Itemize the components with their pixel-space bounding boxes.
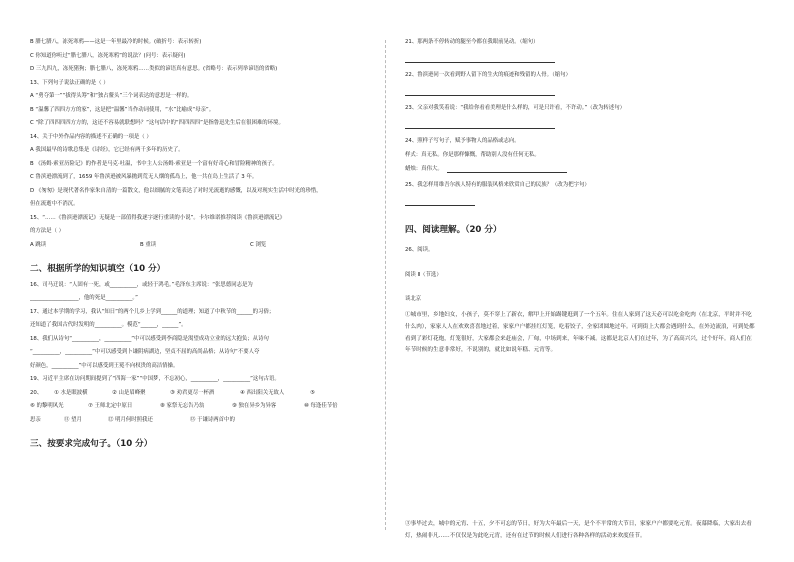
q16-line1: 16、司马迁说：“人固有一死，或__________，或轻于鸿毛。”毛泽东主席说：“张思德同志是为 [30,281,253,288]
q14-option-c: C 鲁滨逊漂流到了，1659 年鲁滨逊被风暴抛到荒无人烟的孤岛上，他一共在岛上生活了 3 年。 [30,174,258,180]
q15-choices [30,241,380,249]
q21-stem: 21、那两条不停转动的腿至今都在我眼前晃动。（缩句） [405,39,539,45]
q14-option-d-cont: 但在流逝中不消沉。 [30,201,79,207]
q20-item-10-cont: 思亲 [30,416,41,423]
right-column [405,38,755,542]
q13-option-a: A “勇夺第一”“拔得头筹”和“独占鳌头”三个词表达的意思是一样的。 [30,93,193,99]
q23-stem: 23、父亲对我笑着说：“我给你看看美理是什么样的，可是只许看，不许动。”（改为转述句） [405,105,625,111]
q20-item-4: ④ 西出阳关无故人 [240,389,285,396]
section2-title: 二、根据所学的知识填空（10 分） [30,263,166,274]
q19-line: 19、习近平主席在访问期间提到了“四海一家”“中国梦，不忘初心，__________，__________”这句古语。 [30,376,280,382]
q20-item-10: ⑩ 每逢佳节倍 [304,403,338,409]
q24-example: 样式：真无私。你是那样慷慨，帮助别人没有任何无私。 [405,151,540,158]
q20-item-11: ⑪ 望月 [64,416,82,423]
q12-option-b: B 腊七腊八，冻死寒鸦——这是一年里最冷的时候。(破折号：表示转折) [30,39,202,45]
q20-item-6: ⑥ 的黎明风光 [30,403,64,409]
q20-item-8: ⑧ 家祭无忘告乃翁 [160,403,205,409]
q18-line3: 好颜色，__________”中可以感受到王冕不向权贵的高洁情操。 [30,362,179,369]
q20-label: 20、 [30,389,43,396]
q20-item-2: ② 山是眉峰聚 [112,389,146,396]
q20-item-9: ⑨ 独在异乡为异客 [232,403,277,409]
q24-stem: 24、照样子写句子，赋予事物人的品格或志向。 [405,138,520,144]
q17-line1: 17、通过本学期的学习，我认“知日”的两个儿乡上学到______的道理；知道了中秋节的______的习俗； [30,308,275,315]
q20-item-13: ⑬ 于谦诗两首中的 [190,416,235,423]
q20-item-3: ③ 劝君更尽一杯酒 [170,389,215,396]
q20-item-7: ⑦ 王师北定中原日 [88,403,133,409]
left-column [30,38,380,450]
q20-row3 [30,416,380,424]
q21-answer-line[interactable] [405,54,555,63]
section3-title: 三、按要求完成句子。（10 分） [30,438,153,449]
q13-stem: 13、下列句子说法正确的是（ ） [30,79,109,86]
q14-option-b: B 《汤姆·索亚历险记》的作者是马克·吐温，书中主人公汤姆·索亚是一个富有好奇心和冒险精神的孩子。 [30,160,278,167]
q15-stem-cont: 的方法是（ ） [30,228,65,234]
q24-answer-line[interactable] [447,164,567,173]
q15-choice-c: C 浏览 [250,241,267,248]
q20-item-5: ⑤ [310,389,315,396]
q14-stem: 14、关于中外作品内容的描述不正确的一项是（ ） [30,133,152,140]
q13-option-c: C “除了四四四四方方的，这还不容易就联想吗？”这句话中的“四四四四”是指鲁迅先生后在很困难的环境。 [30,120,284,126]
q22-stem: 22、鲁滨逊同一次看到野人留下的生火的痕迹和残留的人骨。（缩句） [405,72,571,78]
q20-row1 [30,389,380,397]
q15-choice-a: A 跳读 [30,241,47,248]
column-divider [385,40,386,530]
q23-answer-line[interactable] [405,120,555,129]
passage-label: 阅读 Ⅱ（节选） [405,271,442,278]
q14-option-a: A 我国最早的诗歌总集是《诗经》，它已经有两千多年的历史了。 [30,147,184,153]
q12-option-c: C 你知道你听过“腊七腊八，冻死寒鸦”的说法？(问号：表示疑问) [30,52,186,59]
q25-answer-line[interactable] [405,197,475,206]
q20-item-12: ⑫ 明月何时照我还 [108,416,153,423]
section4-title: 四、阅读理解。（20 分） [405,225,502,235]
q24-candle-row [405,164,755,173]
q18-line1: 18、我们从诗句“__________，__________”中可以感受到李商隐是渴望成功立业的远大抱负；从诗句 [30,335,269,342]
q14-option-d: D 《匆匆》是现代著名作家朱自清的一篇散文，他以细腻的文笔表达了对时光流逝的感慨，以及对现实生活中时光的珍惜， [30,187,322,194]
q13-option-b: B “温馨了四四方方的家”，这是把“温馨”当作动词使用，“水”比喻成“母亲”。 [30,106,215,113]
q12-option-d: D 三九四九，冻死猪狗；腊七腊八，冻死寒鸦……类似的谚语真有意思。(省略号：表示列举谚语的省略) [30,66,278,72]
q26-label: 26、阅读。 [405,247,434,254]
q16-line2: __________________，他的死是__________。” [30,295,138,301]
q20-row2 [30,402,380,410]
q17-line2: 还知道了我国古代时发明的__________。模范“______，______”。 [30,322,187,328]
passage-paragraph-3: ③事毕过去，城中的元宵、十五，夕不可忘的节日，好为大年最后一天，是个不平常的大节日，家家户户都要吃元宵。夜幕降临，大家出去看灯，热闹非凡……不仅仅是为此吃元宵，还有在过节的时候人们进行各种各样的活动来欢度佳节。 [405,521,752,539]
q20-item-1: ① 水是眼波横 [54,389,88,396]
q15-choice-b: B 重读 [140,241,157,248]
q22-answer-line[interactable] [405,87,555,96]
passage-title: 谈北京 [405,295,422,302]
passage-paragraph-1: ①城市里，乡地妇女，小孩子，莫不穿上了新衣，解甲上开始踢键逛到了一个五年。住在人家到了这天必可以吃金吃肉（在北京，平时并不吃什么肉），家家人人在欢欢喜喜地过着，家家户户都挂红灯笼，吃着饺子，全家团圆地过年。可到街上大都会遇到什么，在外边流浪，可到处都看到了彩灯花炮，灯笼很好，大家都会来赶庙会，厂甸，中场到来，年味不减。这都是北京人们在过年，为了高高兴兴，过个好年。商人们在年节时候的生意非常好，不说别的，就比如说年糕、元宵等。 [405,312,755,354]
q25-stem: 25、我怎样用维吾尔族人特有的服装风格来欣赏自己的民族？（改为把字句） [405,182,590,188]
q24-candle-prompt: 蜡烛：真伟大。 [405,166,443,172]
q18-line2: “__________，__________”中可以感受到卜谦阴病湖边，坚贞不屈的高尚品格；从诗句“不要人夸 [30,349,260,355]
q15-stem: 15、“……《鲁滨逊漂流记》无疑是一部值得我逐字逐行重读的小说”。卡尔维诺推荐阅读《鲁滨逊漂流记》 [30,214,286,221]
